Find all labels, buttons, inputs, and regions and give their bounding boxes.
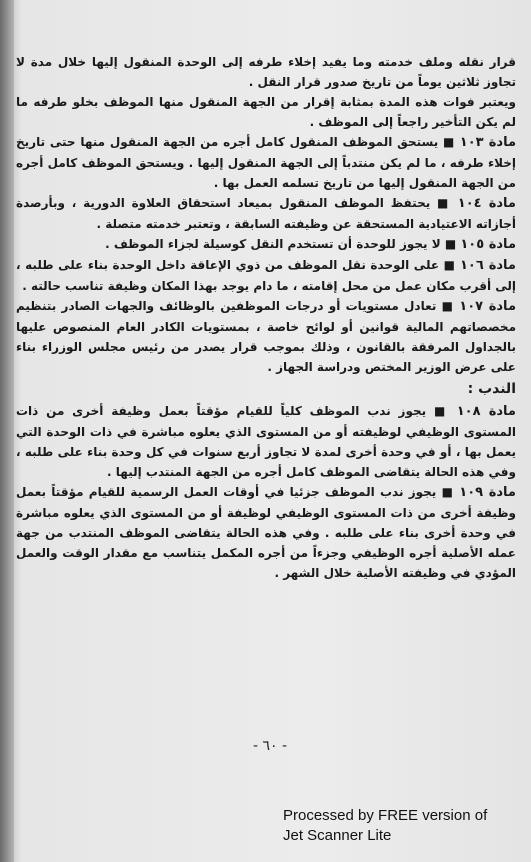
article-text: يحتفظ الموظف المنقول بميعاد استحقاق العلاوة الدورية ، وبأرصدة أجازاته الاعتيادية المستحقة عن وظيفته السابقة ، وتعتبر خدمته متصلة . <box>16 196 516 231</box>
watermark-line: Processed by FREE version of <box>283 807 488 824</box>
article-label: مادة ١٠٧ <box>459 299 516 314</box>
watermark-line: Jet Scanner Lite <box>283 827 392 844</box>
document-body <box>16 52 516 583</box>
article-label: مادة ١٠٥ <box>460 237 516 252</box>
section-title: الندب : <box>467 381 516 397</box>
scanner-watermark <box>283 806 528 846</box>
article-text: يجوز ندب الموظف جزئيا في أوقات العمل الرسمية للقيام مؤقتاً بعمل وظيفة أخرى من ذات المستوى الوظيفي لوظيفة أو من المستوى الذي يعلوه مباشرة في وحدة أخرى بناء على طلبه . وفي هذه الحالة يتقاضى الموظف المنتدب من جهة عمله الأصلية أجره الوظيفي وجزءاً من أجره المكمل يتناسب مع مقدار الوقت والعمل المؤدي في وظيفته الأصلية خلال الشهر . <box>16 485 516 580</box>
article-text: على الوحدة نقل الموظف من ذوي الإعاقة داخل الوحدة بناء على طلبه ، إلى أقرب مكان عمل من محل إقامته ، ما دام يوجد بهذا المكان وظيفة تناسب حالته . <box>16 258 516 293</box>
article-label: مادة ١٠٦ <box>459 258 516 273</box>
article-109: مادة ١٠٩ ■ يجوز ندب الموظف جزئيا في أوقات العمل الرسمية للقيام مؤقتاً بعمل وظيفة أخرى من ذات المستوى الوظيفي لوظيفة أو من المستوى الذي يعلوه مباشرة في وحدة أخرى بناء على طلبه . وفي هذه الحالة يتقاضى الموظف المنتدب من جهة عمله الأصلية أجره الوظيفي وجزءاً من أجره المكمل يتناسب مع مقدار الوقت والعمل المؤدي في وظيفته الأصلية خلال الشهر . <box>16 485 516 580</box>
article-text: لا يجوز للوحدة أن تستخدم النقل كوسيلة لجزاء الموظف . <box>105 237 441 251</box>
intro-paragraph <box>16 92 516 132</box>
article-106: مادة ١٠٦ ■ على الوحدة نقل الموظف من ذوي الإعاقة داخل الوحدة بناء على طلبه ، إلى أقرب مكان عمل من محل إقامته ، ما دام يوجد بهذا المكان وظيفة تناسب حالته . <box>16 258 516 293</box>
intro-paragraph <box>16 52 516 92</box>
page-number: - ٦٠ - <box>252 738 288 754</box>
intro-line: لم يكن التأخير راجعاً إلى الموظف . <box>309 115 516 129</box>
article-text: تعادل مستويات أو درجات الموظفين بالوظائف والجهات الصادر بتنظيم مخصصاتهم المالية قوانين أو لوائح خاصة ، بمستويات الكادر العام المنصوص عليها بالجداول المرفقة بالقانون ، وذلك بموجب قرار يصدر من رئيس مجلس الوزراء بناء على عرض الوزير المختص ودراسة الجهاز . <box>16 299 516 374</box>
article-105: مادة ١٠٥ ■ لا يجوز للوحدة أن تستخدم النقل كوسيلة لجزاء الموظف . <box>105 237 516 252</box>
article-label: مادة ١٠٤ <box>457 196 516 211</box>
article-104: مادة ١٠٤ ■ يحتفظ الموظف المنقول بميعاد استحقاق العلاوة الدورية ، وبأرصدة أجازاته الاعتيادية المستحقة عن وظيفته السابقة ، وتعتبر خدمته متصلة . <box>16 196 516 231</box>
page-binding-shadow <box>0 0 14 862</box>
article-text: يستحق الموظف المنقول كامل أجره من الجهة المنقول منها حتى تاريخ إخلاء طرفه ، ما لم يكن منتدباً إلى الجهة المنقول إليها . ويستحق الموظف كامل أجره من الجهة المنقول إليها من تاريخ تسلمه العمل بها . <box>16 135 516 190</box>
article-108: مادة ١٠٨ ■ يجوز ندب الموظف كلياً للقيام مؤقتاً بعمل وظيفة أخرى من ذات المستوى الوظيفي لوظيفته أو من المستوى الذي يعلوه مباشرة في ذات الوحدة التي يعمل بها ، أو في وحدة أخرى لمدة لا تجاوز أربع سنوات في كل وحدة بناء على طلبه ، وفي هذه الحالة يتقاضى الموظف كامل أجره من الجهة المنتدب إليها . <box>16 404 516 479</box>
article-107: مادة ١٠٧ ■ تعادل مستويات أو درجات الموظفين بالوظائف والجهات الصادر بتنظيم مخصصاتهم المالية قوانين أو لوائح خاصة ، بمستويات الكادر العام المنصوص عليها بالجداول المرفقة بالقانون ، وذلك بموجب قرار يصدر من رئيس مجلس الوزراء بناء على عرض الوزير المختص ودراسة الجهاز . <box>16 299 516 374</box>
intro-line: قرار نقله وملف خدمته وما يفيد إخلاء طرفه إلى الوحدة المنقول إليها خلال مدة لا <box>16 55 516 69</box>
article-text: يجوز ندب الموظف كلياً للقيام مؤقتاً بعمل وظيفة أخرى من ذات المستوى الوظيفي لوظيفته أو من المستوى الذي يعلوه مباشرة في ذات الوحدة التي يعمل بها ، أو في وحدة أخرى لمدة لا تجاوز أربع سنوات في كل وحدة بناء على طلبه ، وفي هذه الحالة يتقاضى الموظف كامل أجره من الجهة المنتدب إليها . <box>16 404 516 479</box>
intro-line: تجاوز ثلاثين يوماً من تاريخ صدور قرار النقل . <box>248 75 516 89</box>
intro-line: ويعتبر فوات هذه المدة بمثابة إقرار من الجهة المنقول منها الموظف بخلو طرفه ما <box>16 95 516 109</box>
article-label: مادة ١٠٣ <box>459 135 516 150</box>
article-label: مادة ١٠٨ <box>456 404 516 419</box>
article-103: مادة ١٠٣ ■ يستحق الموظف المنقول كامل أجره من الجهة المنقول منها حتى تاريخ إخلاء طرفه ، ما لم يكن منتدباً إلى الجهة المنقول إليها . ويستحق الموظف كامل أجره من الجهة المنقول إليها من تاريخ تسلمه العمل بها . <box>16 135 516 190</box>
article-label: مادة ١٠٩ <box>459 485 516 500</box>
